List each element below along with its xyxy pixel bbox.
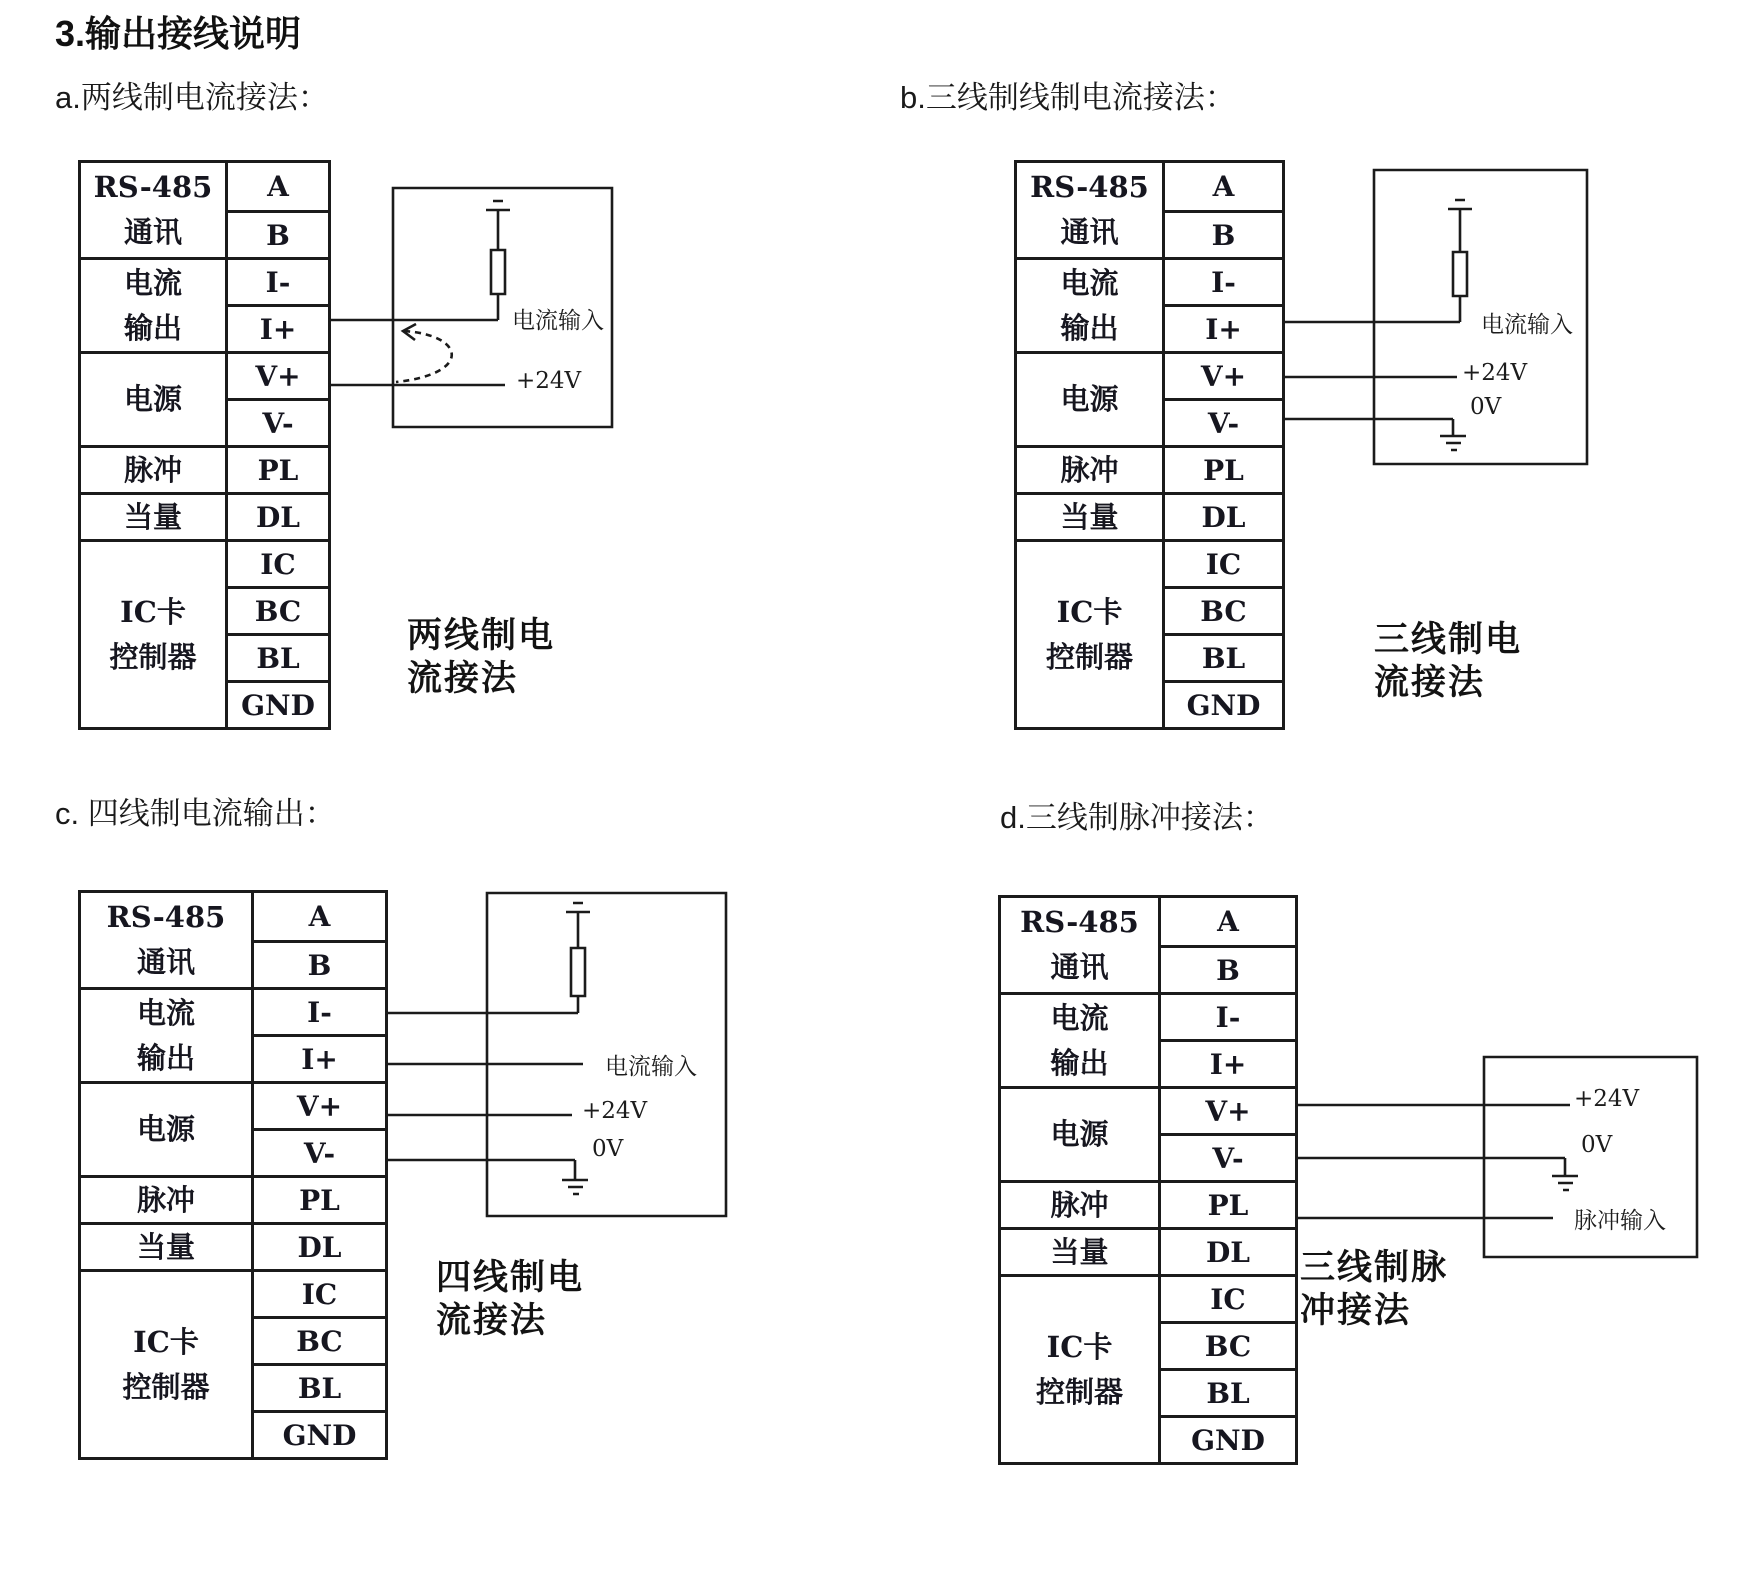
terminal-table-c bbox=[78, 890, 388, 1460]
label-0v-b: 0V bbox=[1470, 394, 1502, 420]
terminal-group-cell bbox=[81, 445, 225, 492]
terminal-group-label: RS-485 bbox=[93, 170, 213, 204]
terminal-group-cell bbox=[81, 257, 225, 351]
terminal-group-label: 控制器 bbox=[109, 639, 197, 674]
ground-top-icon-b bbox=[1448, 200, 1472, 252]
terminal-group-label: IC卡 bbox=[1056, 594, 1123, 629]
caption-a bbox=[407, 614, 555, 700]
terminal-pin-cell: DL bbox=[228, 492, 328, 539]
caption-b-line1: 三线制电 bbox=[1374, 620, 1523, 659]
section-c-heading: c. 四线制电流输出： bbox=[55, 796, 336, 831]
terminal-group-label: RS-485 bbox=[1030, 170, 1149, 204]
terminal-group-cell bbox=[1001, 1274, 1158, 1462]
terminal-pin-cell: GND bbox=[1165, 680, 1282, 727]
terminal-group-cell bbox=[1017, 492, 1162, 539]
terminal-group-label: 电流 bbox=[123, 265, 182, 300]
terminal-group-label: IC卡 bbox=[120, 594, 186, 629]
ground-top-icon-a bbox=[486, 201, 510, 250]
terminal-pin-cell: B bbox=[254, 940, 385, 987]
terminal-group-label: 当量 bbox=[136, 1229, 195, 1264]
terminal-pin-cell: IC bbox=[228, 539, 328, 586]
terminal-pin-cell: BL bbox=[228, 633, 328, 680]
terminal-group-cell bbox=[81, 539, 225, 727]
terminal-pin-cell: GND bbox=[1161, 1415, 1295, 1462]
wire-b-v-minus bbox=[1282, 419, 1453, 436]
terminal-pin-cell: BL bbox=[1165, 633, 1282, 680]
current-flow-arc-a bbox=[396, 331, 452, 382]
terminal-group-label: 当量 bbox=[123, 499, 182, 534]
terminal-pin-cell: PL bbox=[254, 1175, 385, 1222]
caption-c-line2: 流接法 bbox=[436, 1301, 548, 1340]
terminal-group-label: 电流 bbox=[1050, 1000, 1109, 1035]
terminal-pin-cell: I+ bbox=[1165, 304, 1282, 351]
ground-bottom-icon-c bbox=[562, 1180, 588, 1194]
terminal-group-cell bbox=[1017, 163, 1162, 257]
terminal-pin-cell: A bbox=[1212, 170, 1235, 203]
terminal-pin-cell: BC bbox=[1165, 586, 1282, 633]
terminal-group-cell bbox=[81, 163, 225, 257]
terminal-group-cell bbox=[81, 1222, 251, 1269]
terminal-pin-cell: IC bbox=[1165, 539, 1282, 586]
terminal-group-cell bbox=[81, 351, 225, 445]
terminal-pin-cell: V+ bbox=[228, 351, 328, 398]
terminal-pin-cell: B bbox=[1161, 945, 1295, 992]
caption-a-line1: 两线制电 bbox=[407, 616, 556, 655]
terminal-group-cell bbox=[81, 1269, 251, 1457]
terminal-group-cell bbox=[81, 893, 251, 987]
label-pulse-input-d: 脉冲输入 bbox=[1574, 1208, 1666, 1234]
terminal-group-label: IC卡 bbox=[1046, 1329, 1113, 1364]
terminal-group-label: 通讯 bbox=[123, 215, 182, 249]
terminal-pin-column bbox=[1158, 898, 1295, 1462]
terminal-pin-cell: GND bbox=[254, 1410, 385, 1457]
label-24v-d: +24V bbox=[1574, 1086, 1640, 1112]
terminal-group-label: 通讯 bbox=[136, 945, 195, 979]
terminal-group-label: 通讯 bbox=[1050, 950, 1109, 984]
terminal-group-label: 电流 bbox=[1060, 265, 1119, 300]
wire-d-v-minus bbox=[1295, 1158, 1565, 1176]
terminal-group-label: 电源 bbox=[136, 1112, 195, 1146]
terminal-group-column bbox=[1017, 163, 1162, 727]
terminal-pin-cell: GND bbox=[228, 680, 328, 727]
terminal-group-label: 脉冲 bbox=[136, 1182, 195, 1217]
terminal-group-label: 电源 bbox=[1060, 382, 1119, 416]
terminal-pin-cell: BL bbox=[254, 1363, 385, 1410]
terminal-pin-column bbox=[1162, 163, 1282, 727]
caption-d-line2: 冲接法 bbox=[1300, 1291, 1412, 1330]
terminal-pin-cell: I- bbox=[254, 987, 385, 1034]
terminal-pin-cell: BC bbox=[1161, 1321, 1295, 1368]
terminal-pin-cell: BC bbox=[228, 586, 328, 633]
terminal-group-cell bbox=[1017, 351, 1162, 445]
label-current-input-c: 电流输入 bbox=[605, 1054, 697, 1080]
terminal-group-cell bbox=[1001, 1086, 1158, 1180]
terminal-pin-cell: V- bbox=[1161, 1133, 1295, 1180]
terminal-group-cell bbox=[81, 1175, 251, 1222]
terminal-group-label: 脉冲 bbox=[123, 452, 182, 487]
terminal-pin-cell: IC bbox=[1161, 1274, 1295, 1321]
resistor-icon-c bbox=[571, 948, 585, 996]
terminal-pin-cell: I+ bbox=[1161, 1039, 1295, 1086]
section-d-heading: d.三线制脉冲接法： bbox=[1000, 800, 1274, 835]
terminal-pin-cell: V+ bbox=[254, 1081, 385, 1128]
terminal-group-cell bbox=[1001, 1227, 1158, 1274]
label-24v-c: +24V bbox=[582, 1098, 648, 1124]
ground-bottom-icon-b bbox=[1440, 436, 1466, 450]
terminal-group-label: RS-485 bbox=[106, 900, 226, 934]
terminal-pin-cell: BL bbox=[1161, 1368, 1295, 1415]
section-b-heading: b.三线制线制电流接法： bbox=[900, 80, 1236, 115]
terminal-group-cell bbox=[1001, 992, 1158, 1086]
ground-bottom-icon-d bbox=[1552, 1176, 1578, 1190]
terminal-group-label: 控制器 bbox=[1035, 1374, 1123, 1409]
terminal-group-label: 控制器 bbox=[122, 1369, 210, 1404]
terminal-group-cell bbox=[81, 1081, 251, 1175]
terminal-pin-cell: I- bbox=[1165, 257, 1282, 304]
caption-d bbox=[1300, 1246, 1448, 1332]
terminal-group-cell bbox=[81, 987, 251, 1081]
terminal-group-cell bbox=[1017, 539, 1162, 727]
terminal-pin-cell: PL bbox=[228, 445, 328, 492]
terminal-group-cell bbox=[1001, 898, 1158, 992]
terminal-pin-column bbox=[251, 893, 385, 1457]
terminal-pin-cell: V- bbox=[254, 1128, 385, 1175]
terminal-group-label: 脉冲 bbox=[1060, 452, 1119, 487]
terminal-group-label: 电流 bbox=[136, 995, 195, 1030]
terminal-pin-cell: A bbox=[1217, 905, 1239, 938]
terminal-pin-cell: DL bbox=[1165, 492, 1282, 539]
terminal-pin-cell: B bbox=[228, 210, 328, 257]
terminal-group-column bbox=[81, 893, 251, 1457]
resistor-icon-b bbox=[1453, 252, 1467, 296]
terminal-pin-cell: V- bbox=[228, 398, 328, 445]
caption-a-line2: 流接法 bbox=[407, 659, 519, 698]
wire-c-v-minus bbox=[385, 1160, 575, 1180]
terminal-group-label: RS-485 bbox=[1020, 905, 1139, 939]
terminal-group-label: IC卡 bbox=[133, 1324, 199, 1359]
label-0v-d: 0V bbox=[1581, 1132, 1613, 1158]
terminal-pin-cell: PL bbox=[1161, 1180, 1295, 1227]
terminal-table-a bbox=[78, 160, 331, 730]
terminal-group-label: 输出 bbox=[123, 310, 182, 345]
terminal-pin-cell: I+ bbox=[254, 1034, 385, 1081]
terminal-group-label: 通讯 bbox=[1060, 215, 1119, 249]
terminal-group-cell bbox=[81, 492, 225, 539]
terminal-group-label: 当量 bbox=[1060, 499, 1119, 534]
terminal-group-cell bbox=[1017, 445, 1162, 492]
terminal-pin-cell: V- bbox=[1165, 398, 1282, 445]
terminal-table-d bbox=[998, 895, 1298, 1465]
caption-b bbox=[1374, 618, 1522, 704]
current-flow-arrowhead-a bbox=[403, 324, 416, 340]
terminal-group-column bbox=[81, 163, 225, 727]
terminal-pin-cell: DL bbox=[254, 1222, 385, 1269]
terminal-pin-cell: B bbox=[1165, 210, 1282, 257]
section-a-heading: a.两线制电流接法： bbox=[55, 80, 329, 115]
label-0v-c: 0V bbox=[592, 1136, 624, 1162]
caption-c bbox=[436, 1256, 584, 1342]
terminal-pin-cell: V+ bbox=[1161, 1086, 1295, 1133]
terminal-pin-cell: BC bbox=[254, 1316, 385, 1363]
terminal-group-cell bbox=[1001, 1180, 1158, 1227]
terminal-group-label: 控制器 bbox=[1045, 639, 1133, 674]
terminal-group-cell bbox=[1017, 257, 1162, 351]
terminal-pin-column bbox=[225, 163, 328, 727]
terminal-group-label: 输出 bbox=[1060, 310, 1119, 345]
terminal-group-label: 电源 bbox=[123, 382, 182, 416]
page-title: 3.输出接线说明 bbox=[55, 13, 302, 54]
terminal-pin-cell: I- bbox=[1161, 992, 1295, 1039]
terminal-pin-cell: DL bbox=[1161, 1227, 1295, 1274]
label-24v-b: +24V bbox=[1462, 360, 1528, 386]
terminal-pin-cell: A bbox=[308, 900, 331, 933]
terminal-group-label: 输出 bbox=[136, 1040, 195, 1075]
terminal-pin-cell: I+ bbox=[228, 304, 328, 351]
label-current-input-a: 电流输入 bbox=[512, 308, 604, 334]
terminal-pin-cell: I- bbox=[228, 257, 328, 304]
terminal-group-label: 当量 bbox=[1050, 1234, 1109, 1269]
terminal-pin-cell: PL bbox=[1165, 445, 1282, 492]
caption-c-line1: 四线制电 bbox=[436, 1258, 585, 1297]
label-current-input-b: 电流输入 bbox=[1481, 312, 1573, 338]
terminal-group-label: 输出 bbox=[1050, 1045, 1109, 1080]
terminal-group-label: 脉冲 bbox=[1050, 1187, 1109, 1222]
terminal-group-label: 电源 bbox=[1050, 1117, 1109, 1151]
caption-b-line2: 流接法 bbox=[1374, 663, 1486, 702]
ground-top-icon-c bbox=[566, 903, 590, 948]
terminal-pin-cell: A bbox=[267, 170, 289, 203]
terminal-group-column bbox=[1001, 898, 1158, 1462]
caption-d-line1: 三线制脉 bbox=[1300, 1248, 1449, 1287]
resistor-icon-a bbox=[491, 250, 505, 294]
terminal-pin-cell: IC bbox=[254, 1269, 385, 1316]
label-24v-a: +24V bbox=[516, 368, 582, 394]
terminal-table-b bbox=[1014, 160, 1285, 730]
terminal-pin-cell: V+ bbox=[1165, 351, 1282, 398]
